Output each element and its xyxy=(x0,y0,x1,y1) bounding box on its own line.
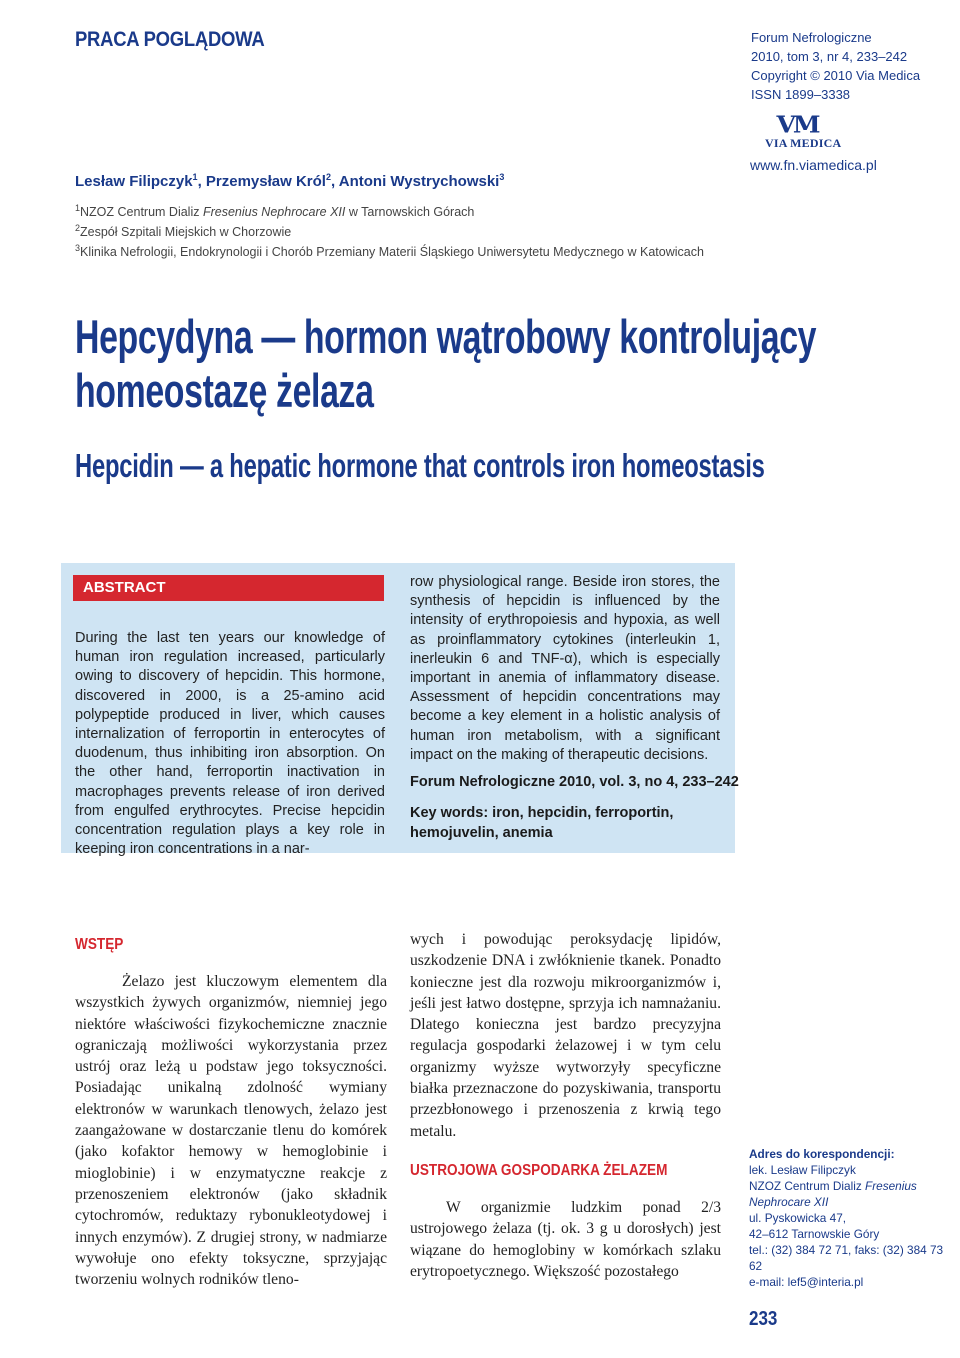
logo-name: VIA MEDICA xyxy=(765,136,842,150)
journal-name: Forum Nefrologiczne xyxy=(751,30,872,45)
author-name: Przemysław Król xyxy=(205,173,326,190)
via-medica-logo xyxy=(765,110,842,150)
journal-issue: 2010, tom 3, nr 4, 233–242 xyxy=(751,49,908,64)
journal-issn: ISSN 1899–3338 xyxy=(751,87,851,102)
author-affiliation-mark: 2 xyxy=(325,172,331,182)
intro-paragraph: Żelazo jest kluczowym elementem dla wszystkich żywych organizmów, niemniej jego niektóre właściwości fizykochemiczne znacznie ograniczają możliwości wykorzystania przez ustrój oraz leżą u podstaw jego toksyczności. Posiadając unikalną zdolność wymiany elektronów w warunkach tlenowych, żelazo jest zaangażowane w dostarczanie tlenu do komórek (jako kofaktor hemowy w hemoglobinie i mioglobinie) i w enzymatyczne reakcje z przenoszeniem elektronów (jako składnik cytochromów, reduktazy rybonukleotydowej i innych enzymów). Z drugiej strony, w nadmiarze wywołuje ono efekty toksyczne, sprzyjając tworzeniu wolnych rodników tleno- xyxy=(75,973,387,1289)
author-affiliation-mark: 3 xyxy=(499,172,505,182)
correspondence-city: 42–612 Tarnowskie Góry xyxy=(749,1227,880,1241)
correspondence-label: Adres do korespondencji: xyxy=(749,1147,895,1161)
intro-paragraph-continued: wych i powodując peroksydację lipidów, uszkodzenie DNA i zwłóknienie tkanek. Ponadto konieczne jest dla rozwoju mikroorganizmów i, jeśli jest łatwo dostępne, sprzyja ich namnażaniu. Dlatego konieczna jest bardzo precyzyjna regulacja gospodarki żelazowej i w tym celu organizmy wyższe wytworzyły specyficzne białka przeznaczone do pozyskiwania, transportu przezbłonowego i przenoszenia z krwią tego metalu. xyxy=(410,931,721,1140)
affiliations xyxy=(75,200,704,260)
keywords: Key words: iron, hepcidin, ferroportin, hemojuvelin, anemia xyxy=(410,805,674,841)
affiliation-line: $^3$Klinika Nefrologii, Endokrynologii i Chorób Przemiany Materii Śląskiego Uniwersytetu Medycznego w Katowicach xyxy=(75,243,704,260)
iron-economy-paragraph: W organizmie ludzkim ponad 2/3 ustrojowego żelaza (tj. ok. 3 g u dorosłych) jest wiązane do hemoglobiny w komórkach szlaku erytropoetycznego. Większość pozostałego xyxy=(410,1199,721,1280)
correspondence-name: lek. Lesław Filipczyk xyxy=(749,1163,856,1177)
site-url[interactable]: www.fn.viamedica.pl xyxy=(750,157,877,173)
abstract-text-col2: row physiological range. Beside iron stores, the synthesis of hepcidin is influenced by the intensity of erythropoiesis and hypoxia, as well as proinflammatory cytokines (interleukin 1, inerleukin 6 and TNF-α), which is especially important in anemia of inflammatory disease. Assessment of hepcidin concentrations may become a key element in a holistic analysis of human iron metabolism, with a significant impact on the making of therapeutic decisions. xyxy=(410,574,720,763)
page-number: 233 xyxy=(749,1308,778,1330)
abstract-citation: Forum Nefrologiczne 2010, vol. 3, no 4, 233–242 xyxy=(410,774,739,790)
author-affiliation-mark: 1 xyxy=(192,172,198,182)
article-title-polish: Hepcydyna — hormon wątrobowy kontrolujący homeostazę żelaza xyxy=(75,310,817,417)
abstract-label: ABSTRACT xyxy=(73,575,384,601)
journal-copyright: Copyright © 2010 Via Medica xyxy=(751,68,921,83)
abstract-text-col1: During the last ten years our knowledge of human iron regulation increased, particularly owing to discovery of hepcidin. This hormone, discovered in 2000, is a 25-amino acid polypeptide produced in liver, which causes internalization of ferroportin in enterocytes of duodenum, thus inhibiting iron absorption. On the other hand, ferroportin inactivation in macrophages prevents release of iron derived from engulfed erythrocytes. Precise hepcidin concentration regulation plays a key role in keeping iron concentrations in a nar- xyxy=(75,630,385,858)
section-label: PRACA POGLĄDOWA xyxy=(75,28,265,51)
affiliation-line: $^2$Zespół Szpitali Miejskich w Chorzowie xyxy=(75,223,292,240)
correspondence-email[interactable]: e-mail: lef5@interia.pl xyxy=(749,1275,864,1289)
section-heading-intro: WSTĘP xyxy=(75,936,124,953)
author-name: Antoni Wystrychowski xyxy=(338,173,500,190)
journal-info xyxy=(751,28,920,104)
correspondence-org-cont: Nephrocare XII xyxy=(749,1195,829,1209)
article-title-english: Hepcidin — a hepatic hormone that controls iron homeostasis xyxy=(75,447,765,484)
section-heading-iron-economy: USTROJOWA GOSPODARKA ŻELAZEM xyxy=(410,1162,668,1179)
logo-mark: VM xyxy=(776,110,818,139)
correspondence-phone: tel.: (32) 384 72 71, faks: (32) 384 73 62 xyxy=(749,1243,944,1273)
affiliation-line: $^1$NZOZ Centrum Dializ Fresenius Nephrocare XII w Tarnowskich Górach xyxy=(75,203,475,220)
correspondence-street: ul. Pyskowicka 47, xyxy=(749,1211,847,1225)
correspondence-org: NZOZ Centrum Dializ Fresenius xyxy=(749,1179,917,1193)
author-list: Lesław Filipczyk$^1$, Przemysław Król$^2$, Antoni Wystrychowski$^3$ xyxy=(75,172,505,190)
correspondence-address xyxy=(749,1146,959,1290)
author-name: Lesław Filipczyk xyxy=(75,173,193,190)
